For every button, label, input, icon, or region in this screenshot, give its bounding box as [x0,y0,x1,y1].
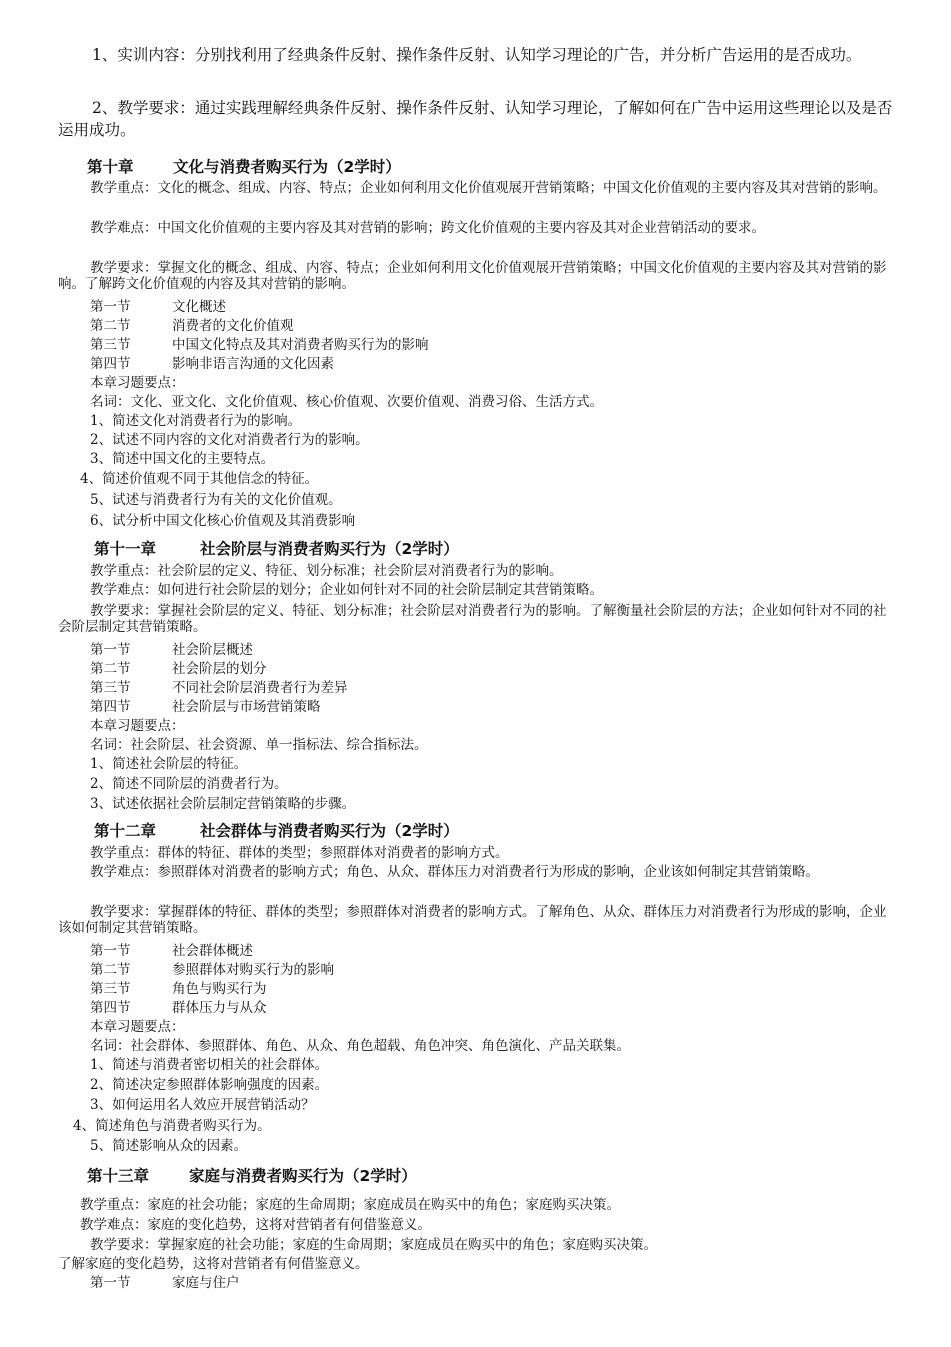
chapter-11-exercise-title: 本章习题要点： [90,718,185,734]
teaching-requirement-paragraph: 2、教学要求：通过实践理解经典条件反射、操作条件反射、认知学习理论，了解如何在广告中运用这些理论以及是否运用成功。 [58,99,893,139]
chapter-10-heading [87,157,401,177]
training-content-paragraph: 1、实训内容：分别找利用了经典条件反射、操作条件反射、认知学习理论的广告，并分析广告运用的是否成功。 [92,46,862,64]
chapter-13-requirements-line-2: 了解家庭的变化趋势，这将对营销者有何借鉴意义。 [58,1256,369,1272]
chapter-10-section-3: 第三节 中国文化特点及其对消费者购买行为的影响 [90,337,429,353]
chapter-13-number: 第十三章 [87,1167,150,1185]
chapter-12-section-4: 第四节 群体压力与从众 [90,1000,267,1016]
chapter-12-key-points: 教学重点：群体的特征、群体的类型；参照群体对消费者的影响方式。 [90,845,509,861]
chapter-13-section-1: 第一节 家庭与住户 [90,1275,240,1291]
chapter-10-question-1: 1、简述文化对消费者行为的影响。 [90,413,302,429]
chapter-11-question-2: 2、简述不同阶层的消费者行为。 [90,776,288,792]
chapter-10-section-4: 第四节 影响非语言沟通的文化因素 [90,356,334,372]
chapter-10-requirements: 教学要求：掌握文化的概念、组成、内容、特点；企业如何利用文化价值观展开营销策略；中国文化价值观的主要内容及其对营销的影响。了解跨文化价值观的内容及其对营销的影响。 [58,260,887,292]
chapter-13-requirements-line-1: 教学要求：掌握家庭的社会功能；家庭的生命周期；家庭成员在购买中的角色；家庭购买决策。 [90,1237,657,1253]
chapter-11-terms: 名词：社会阶层、社会资源、单一指标法、综合指标法。 [90,737,428,753]
chapter-12-title: 社会群体与消费者购买行为（2学时） [200,822,459,840]
chapter-12-question-1: 1、简述与消费者密切相关的社会群体。 [90,1057,329,1073]
chapter-10-key-points: 教学重点：文化的概念、组成、内容、特点；企业如何利用文化价值观展开营销策略；中国文化价值观的主要内容及其对营销的影响。 [90,180,887,196]
chapter-11-difficulties: 教学难点：如何进行社会阶层的划分；企业如何针对不同的社会阶层制定其营销策略。 [90,582,603,598]
chapter-10-section-2: 第二节 消费者的文化价值观 [90,318,294,334]
chapter-11-key-points: 教学重点：社会阶层的定义、特征、划分标准；社会阶层对消费者行为的影响。 [90,563,563,579]
chapter-12-section-2: 第二节 参照群体对购买行为的影响 [90,962,334,978]
chapter-11-question-1: 1、简述社会阶层的特征。 [90,756,248,772]
chapter-12-number: 第十二章 [94,822,157,840]
chapter-12-terms: 名词：社会群体、参照群体、角色、从众、角色超载、角色冲突、角色演化、产品关联集。 [90,1038,630,1054]
chapter-11-heading [94,539,459,559]
chapter-12-question-2: 2、简述决定参照群体影响强度的因素。 [90,1077,329,1093]
chapter-10-title: 文化与消费者购买行为（2学时） [173,158,401,176]
chapter-10-question-4: 4、简述价值观不同于其他信念的特征。 [80,471,319,487]
chapter-12-section-3: 第三节 角色与购买行为 [90,981,267,997]
chapter-10-section-1: 第一节 文化概述 [90,299,226,315]
chapter-10-exercise-title: 本章习题要点： [90,375,185,391]
chapter-10-difficulties: 教学难点：中国文化价值观的主要内容及其对营销的影响；跨文化价值观的主要内容及其对企业营销活动的要求。 [90,220,765,236]
chapter-12-question-5: 5、简述影响从众的因素。 [90,1138,248,1154]
chapter-10-number: 第十章 [87,158,134,176]
chapter-11-title: 社会阶层与消费者购买行为（2学时） [200,540,459,558]
chapter-11-section-1: 第一节 社会阶层概述 [90,642,253,658]
chapter-10-question-6: 6、试分析中国文化核心价值观及其消费影响 [90,513,356,529]
chapter-12-question-3: 3、如何运用名人效应开展营销活动？ [90,1097,315,1113]
chapter-11-number: 第十一章 [94,540,157,558]
chapter-10-question-2: 2、试述不同内容的文化对消费者行为的影响。 [90,432,369,448]
chapter-13-heading [87,1166,417,1186]
chapter-12-question-4: 4、简述角色与消费者购买行为。 [73,1118,271,1134]
chapter-11-section-4: 第四节 社会阶层与市场营销策略 [90,699,321,715]
chapter-13-key-points: 教学重点：家庭的社会功能；家庭的生命周期；家庭成员在购买中的角色；家庭购买决策。 [80,1197,620,1213]
chapter-11-requirements: 教学要求：掌握社会阶层的定义、特征、划分标准；社会阶层对消费者行为的影响。了解衡量社会阶层的方法；企业如何针对不同的社会阶层制定其营销策略。 [58,603,887,635]
chapter-12-difficulties: 教学难点：参照群体对消费者的影响方式；角色、从众、群体压力对消费者行为形成的影响，企业该如何制定其营销策略。 [90,864,819,880]
chapter-12-exercise-title: 本章习题要点： [90,1019,185,1035]
chapter-13-title: 家庭与消费者购买行为（2学时） [189,1167,417,1185]
chapter-12-requirements: 教学要求：掌握群体的特征、群体的类型；参照群体对消费者的影响方式。了解角色、从众、群体压力对消费者行为形成的影响，企业该如何制定其营销策略。 [58,904,887,936]
chapter-12-section-1: 第一节 社会群体概述 [90,943,253,959]
chapter-10-terms: 名词：文化、亚文化、文化价值观、核心价值观、次要价值观、消费习俗、生活方式。 [90,394,603,410]
chapter-12-heading [94,821,459,841]
chapter-11-section-2: 第二节 社会阶层的划分 [90,661,267,677]
chapter-10-question-3: 3、简述中国文化的主要特点。 [90,451,275,467]
chapter-11-section-3: 第三节 不同社会阶层消费者行为差异 [90,680,348,696]
chapter-10-question-5: 5、试述与消费者行为有关的文化价值观。 [90,492,342,508]
chapter-13-difficulties: 教学难点：家庭的变化趋势，这将对营销者有何借鉴意义。 [80,1217,431,1233]
chapter-11-question-3: 3、试述依据社会阶层制定营销策略的步骤。 [90,796,356,812]
